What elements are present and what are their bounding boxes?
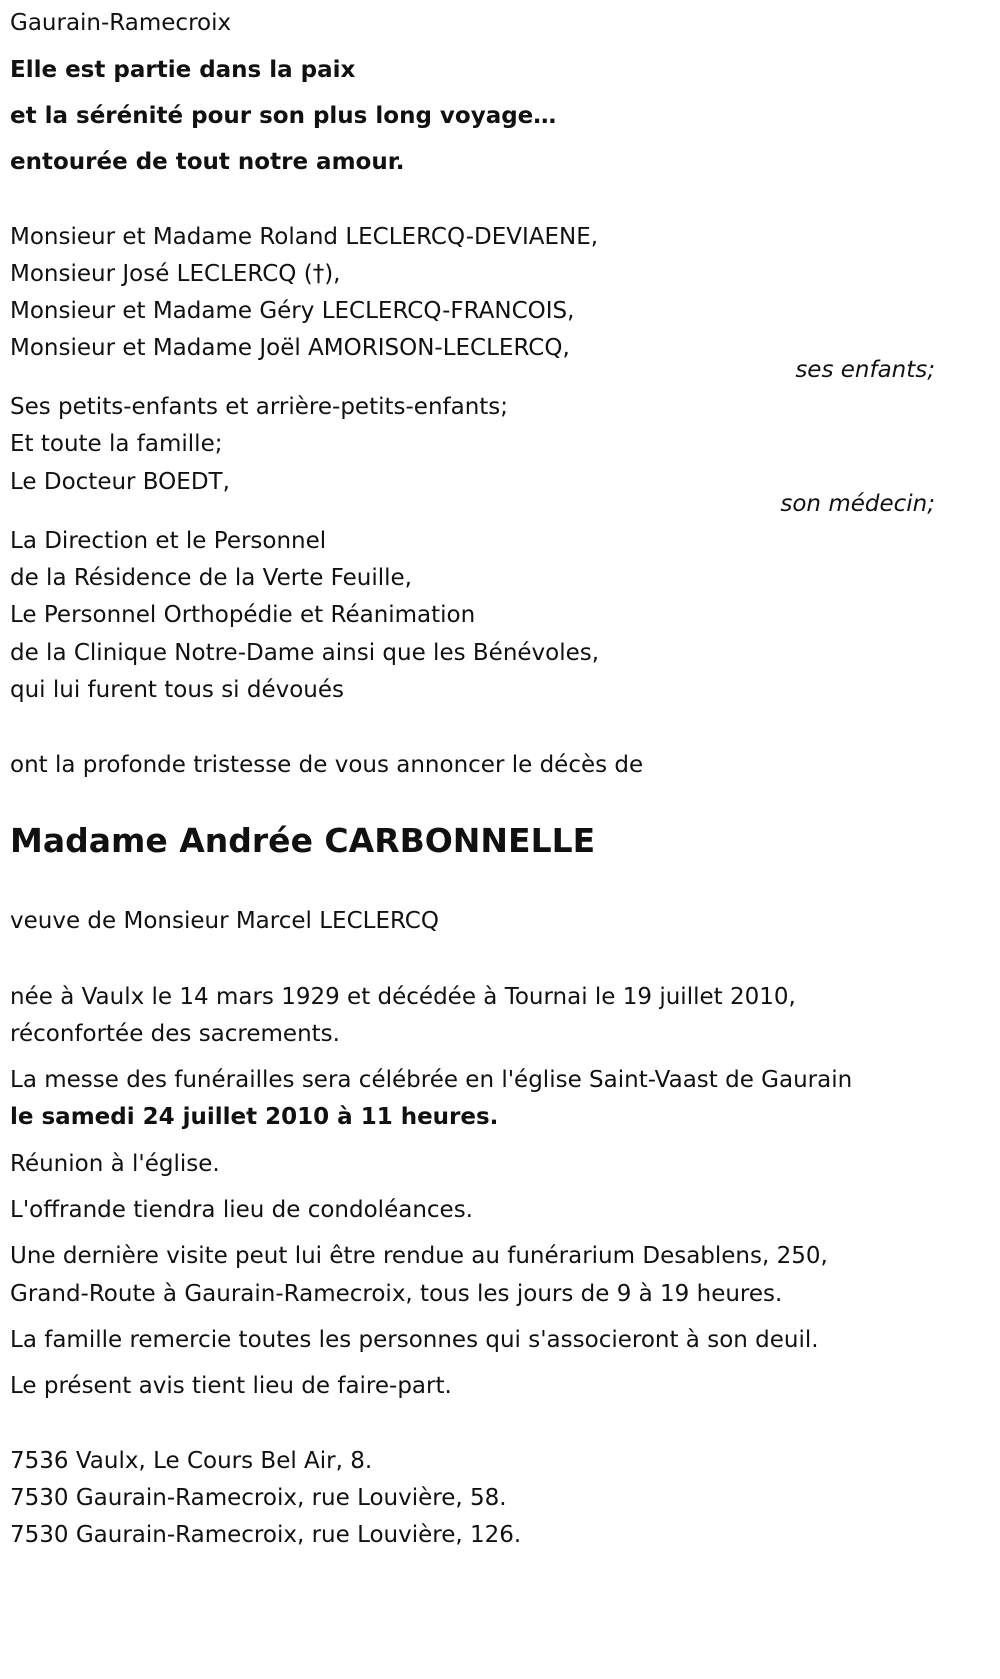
- staff-5: qui lui furent tous si dévoués: [10, 677, 345, 703]
- thanks: La famille remercie toutes les personnes qui s'associeront à son deuil.: [10, 1327, 819, 1353]
- child-4: Monsieur et Madame Joël AMORISON-LECLERCQ,: [10, 335, 570, 361]
- doctor-role: son médecin;: [780, 491, 935, 517]
- birth-death-2: réconfortée des sacrements.: [10, 1021, 340, 1047]
- meeting: Réunion à l'église.: [10, 1151, 220, 1177]
- widow-of: veuve de Monsieur Marcel LECLERCQ: [10, 908, 439, 934]
- staff-4: de la Clinique Notre-Dame ainsi que les Bénévoles,: [10, 640, 600, 666]
- intro-line-2: et la sérénité pour son plus long voyage…: [10, 103, 557, 129]
- child-3: Monsieur et Madame Géry LECLERCQ-FRANCOIS,: [10, 298, 575, 324]
- staff-2: de la Résidence de la Verte Feuille,: [10, 565, 412, 591]
- birth-death-1: née à Vaulx le 14 mars 1929 et décédée à Tournai le 19 juillet 2010,: [10, 984, 796, 1010]
- staff-3: Le Personnel Orthopédie et Réanimation: [10, 602, 476, 628]
- mass-date: le samedi 24 juillet 2010 à 11 heures.: [10, 1104, 499, 1130]
- family-3: Le Docteur BOEDT,: [10, 469, 230, 495]
- address-1: 7536 Vaulx, Le Cours Bel Air, 8.: [10, 1448, 373, 1474]
- visit-1: Une dernière visite peut lui être rendue au funérarium Desablens, 250,: [10, 1243, 828, 1269]
- intro-line-1: Elle est partie dans la paix: [10, 57, 356, 83]
- location: Gaurain-Ramecroix: [10, 10, 232, 36]
- visit-2: Grand-Route à Gaurain-Ramecroix, tous les jours de 9 à 19 heures.: [10, 1281, 783, 1307]
- address-2: 7530 Gaurain-Ramecroix, rue Louvière, 58.: [10, 1485, 507, 1511]
- offering: L'offrande tiendra lieu de condoléances.: [10, 1197, 473, 1223]
- children-role: ses enfants;: [795, 357, 935, 383]
- notice: Le présent avis tient lieu de faire-part.: [10, 1373, 452, 1399]
- announcement: ont la profonde tristesse de vous annoncer le décès de: [10, 752, 644, 778]
- child-1: Monsieur et Madame Roland LECLERCQ-DEVIAENE,: [10, 224, 599, 250]
- child-2: Monsieur José LECLERCQ (†),: [10, 261, 341, 287]
- intro-line-3: entourée de tout notre amour.: [10, 149, 405, 175]
- deceased-name: Madame Andrée CARBONNELLE: [10, 821, 596, 860]
- mass-line: La messe des funérailles sera célébrée en l'église Saint-Vaast de Gaurain: [10, 1067, 853, 1093]
- family-2: Et toute la famille;: [10, 431, 223, 457]
- staff-1: La Direction et le Personnel: [10, 528, 327, 554]
- address-3: 7530 Gaurain-Ramecroix, rue Louvière, 126.: [10, 1522, 522, 1548]
- family-1: Ses petits-enfants et arrière-petits-enfants;: [10, 394, 509, 420]
